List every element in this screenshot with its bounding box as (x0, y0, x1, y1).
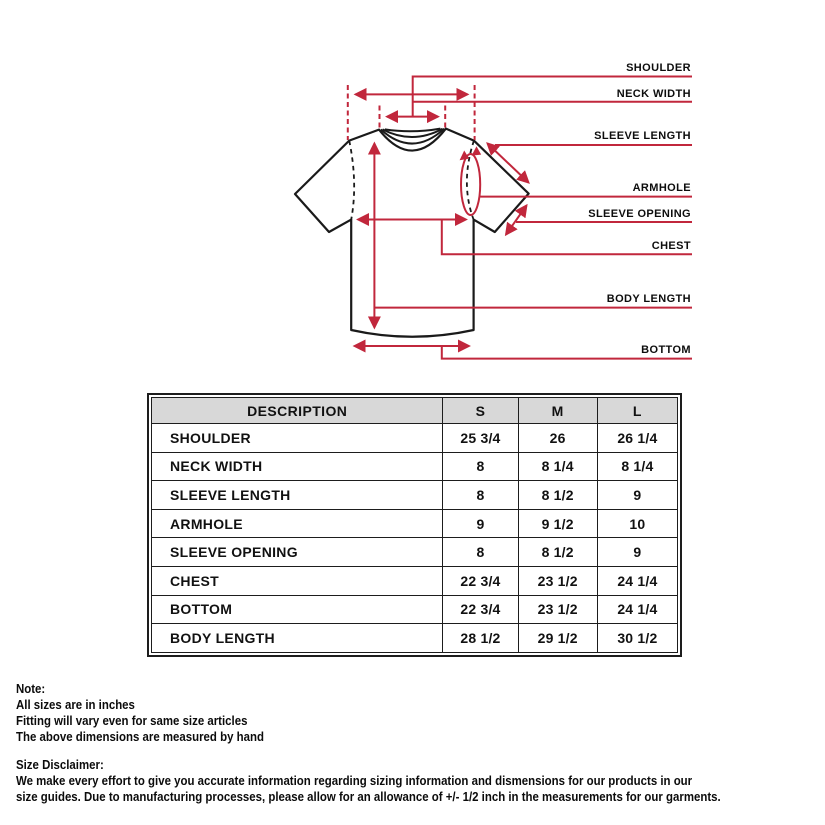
col-header-description: DESCRIPTION (152, 398, 443, 424)
value-s: 8 (443, 452, 518, 481)
value-l: 8 1/4 (597, 452, 677, 481)
value-l: 26 1/4 (597, 424, 677, 453)
value-l: 24 1/4 (597, 566, 677, 595)
value-s: 22 3/4 (443, 566, 518, 595)
note-line: Fitting will vary even for same size articles (16, 713, 248, 728)
row-label: BODY LENGTH (152, 624, 443, 653)
value-m: 26 (518, 424, 597, 453)
table-row (152, 481, 678, 510)
row-label: CHEST (152, 566, 443, 595)
diagram-label-neck-width: NECK WIDTH (616, 88, 691, 100)
diagram-label-bottom: BOTTOM (641, 344, 691, 356)
table-row (152, 566, 678, 595)
tshirt-measurement-diagram (0, 0, 825, 390)
value-l: 10 (597, 509, 677, 538)
value-s: 8 (443, 538, 518, 567)
value-m: 8 1/2 (518, 481, 597, 510)
disclaimer-line: We make every effort to give you accurate information regarding sizing information and dismensions for our products in our (16, 773, 693, 788)
value-s: 25 3/4 (443, 424, 518, 453)
row-label: ARMHOLE (152, 509, 443, 538)
diagram-label-sleeve-length: SLEEVE LENGTH (594, 130, 691, 142)
table-row (152, 624, 678, 653)
table-row (152, 509, 678, 538)
value-s: 9 (443, 509, 518, 538)
value-l: 9 (597, 538, 677, 567)
value-l: 30 1/2 (597, 624, 677, 653)
value-m: 23 1/2 (518, 595, 597, 624)
note-section (16, 681, 264, 745)
size-disclaimer-section (16, 757, 721, 805)
tshirt-outline (295, 129, 529, 337)
table-row (152, 538, 678, 567)
row-label: SHOULDER (152, 424, 443, 453)
note-line: All sizes are in inches (16, 697, 135, 712)
disclaimer-title: Size Disclaimer: (16, 757, 104, 772)
row-label: SLEEVE LENGTH (152, 481, 443, 510)
col-header-size-m: M (518, 398, 597, 424)
note-title: Note: (16, 681, 46, 696)
value-l: 9 (597, 481, 677, 510)
value-m: 8 1/2 (518, 538, 597, 567)
row-label: BOTTOM (152, 595, 443, 624)
diagram-label-armhole: ARMHOLE (632, 182, 691, 194)
size-table (147, 393, 682, 657)
col-header-size-s: S (443, 398, 518, 424)
diagram-label-sleeve-opening: SLEEVE OPENING (588, 208, 691, 220)
note-line: The above dimensions are measured by hand (16, 729, 264, 744)
diagram-label-chest: CHEST (651, 240, 691, 252)
disclaimer-line: size guides. Due to manufacturing processes, please allow for an allowance of +/- 1/2 inch in the measurements for our garments. (16, 789, 721, 804)
row-label: SLEEVE OPENING (152, 538, 443, 567)
col-header-size-l: L (597, 398, 677, 424)
value-m: 29 1/2 (518, 624, 597, 653)
value-l: 24 1/4 (597, 595, 677, 624)
table-row (152, 595, 678, 624)
table-header-row (152, 398, 678, 424)
value-s: 22 3/4 (443, 595, 518, 624)
value-m: 8 1/4 (518, 452, 597, 481)
value-s: 28 1/2 (443, 624, 518, 653)
diagram-label-shoulder: SHOULDER (626, 62, 691, 74)
table-row (152, 424, 678, 453)
value-m: 23 1/2 (518, 566, 597, 595)
diagram-label-body-length: BODY LENGTH (606, 293, 691, 305)
row-label: NECK WIDTH (152, 452, 443, 481)
table-row (152, 452, 678, 481)
value-m: 9 1/2 (518, 509, 597, 538)
value-s: 8 (443, 481, 518, 510)
